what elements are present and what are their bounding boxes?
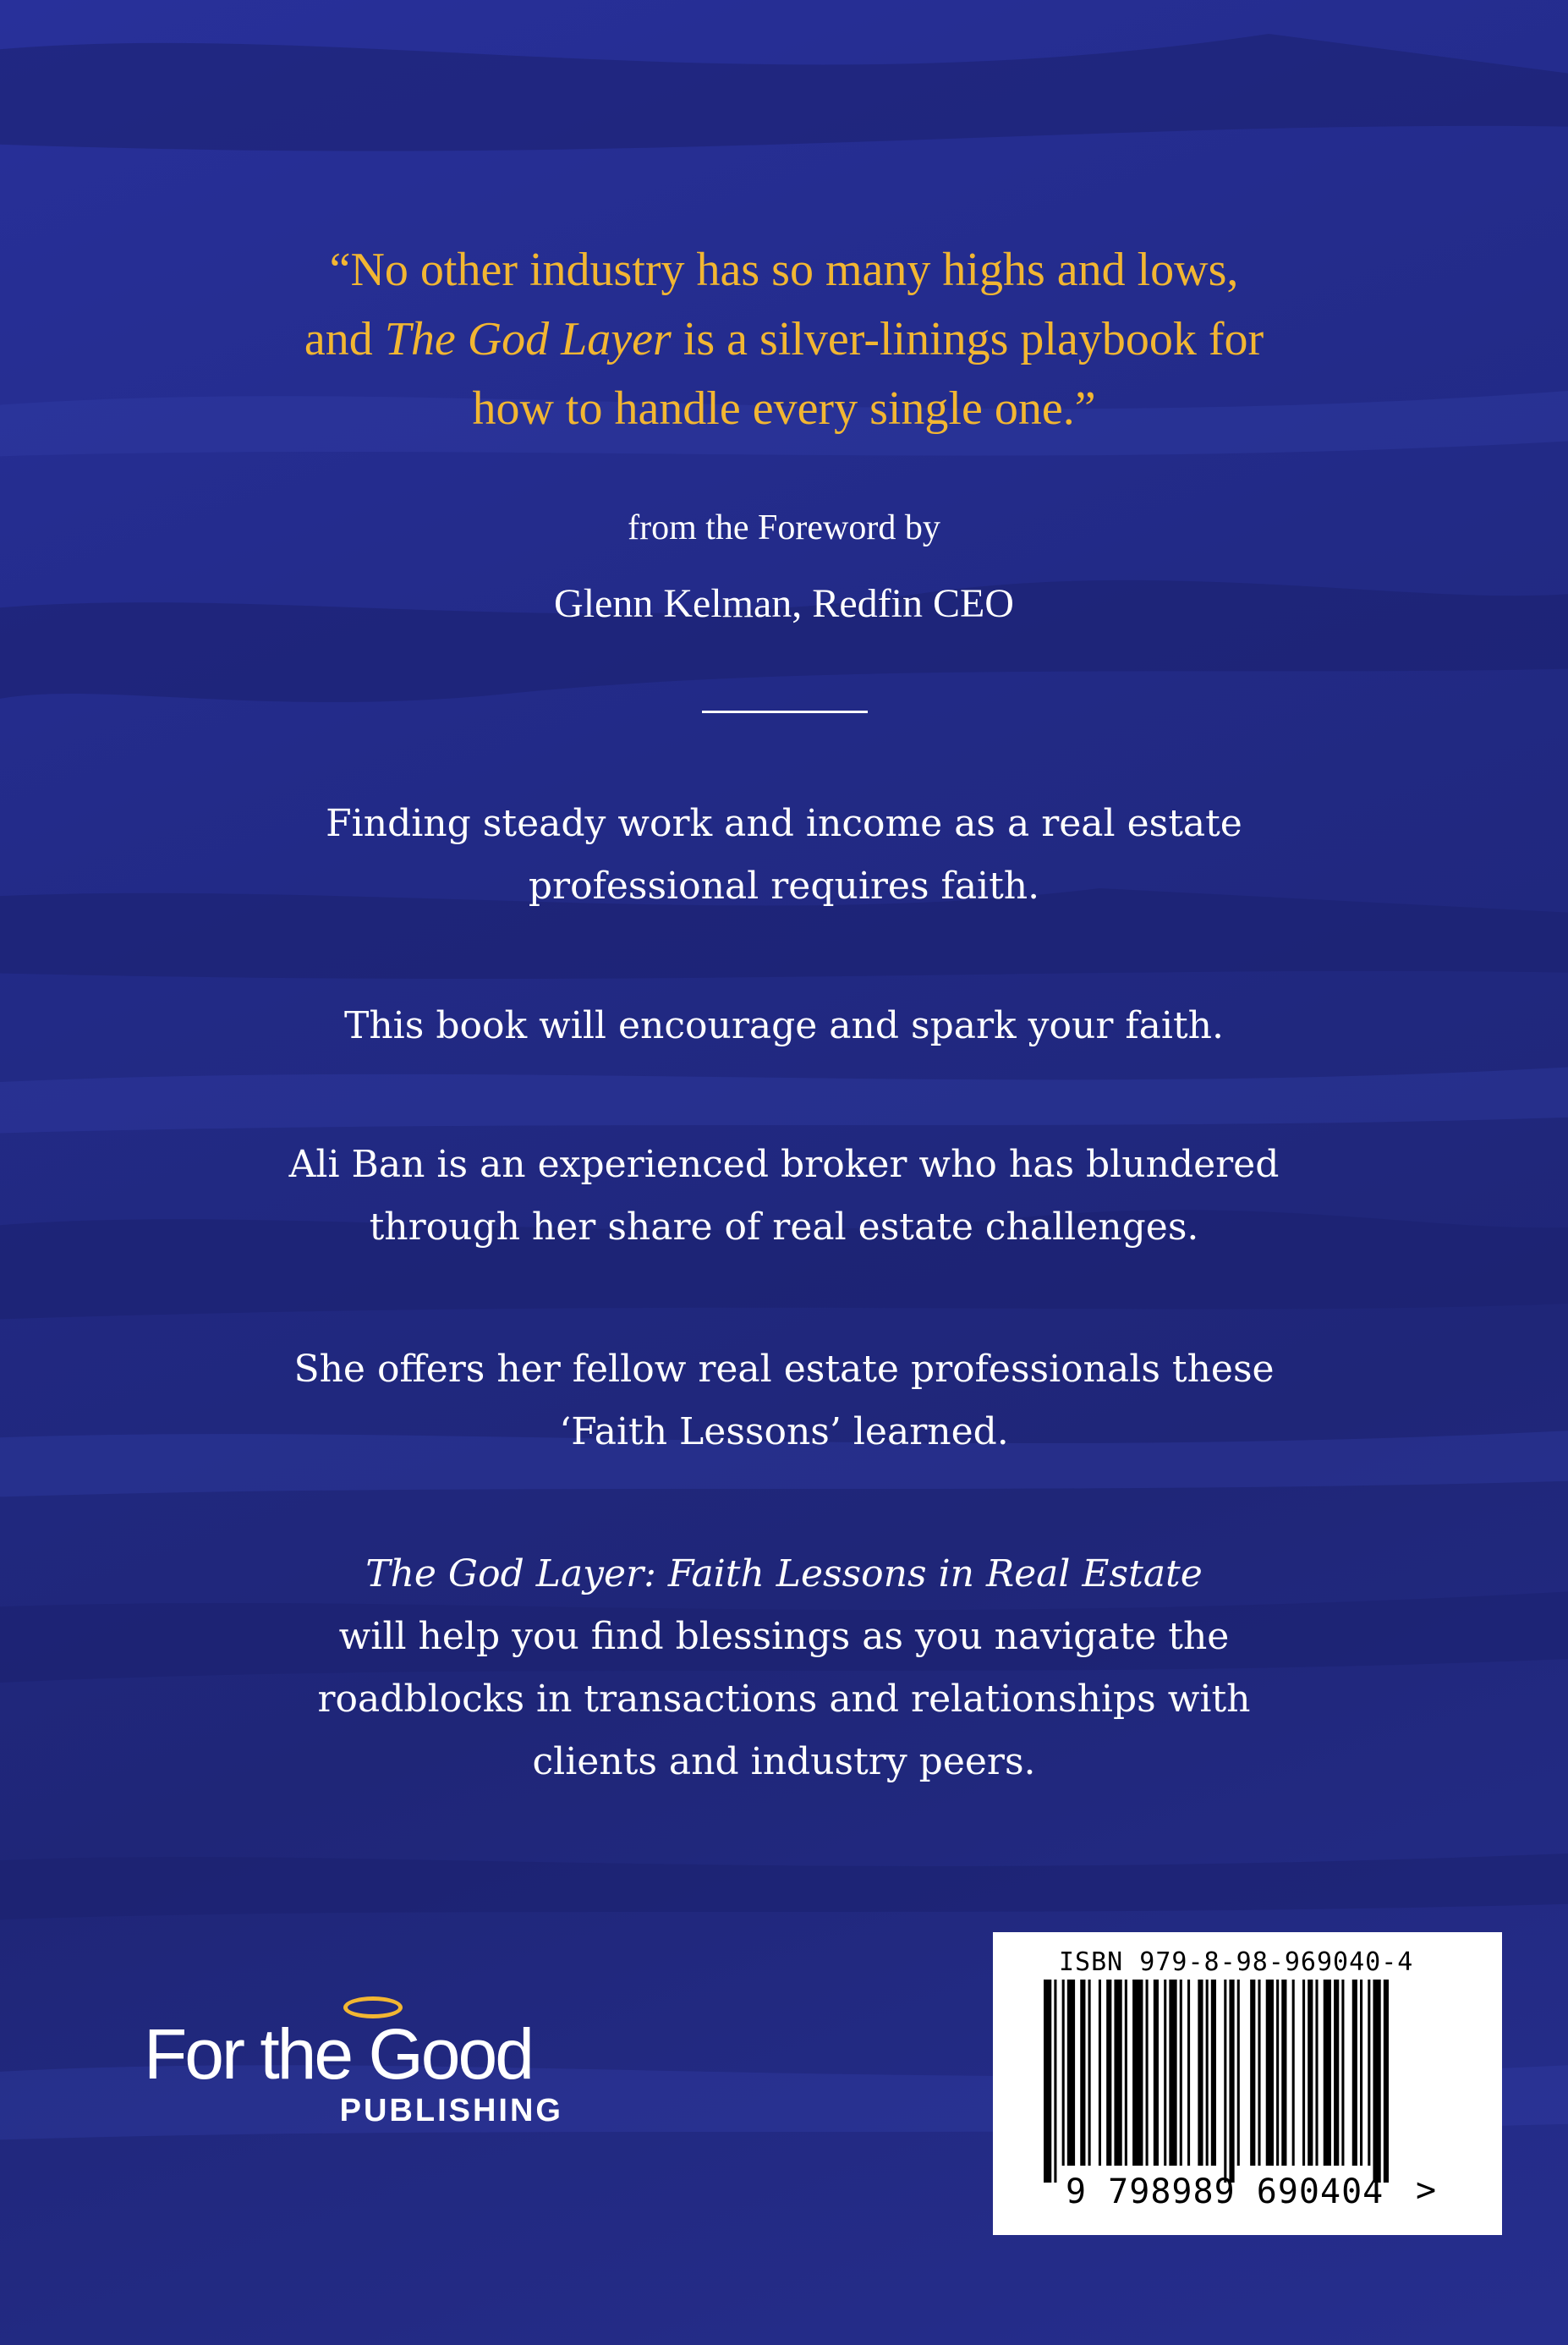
quote-line-1: “No other industry has so many highs and lows, <box>329 244 1239 296</box>
barcode-bar <box>1080 1980 1085 2166</box>
barcode-bar <box>1169 1980 1176 2166</box>
barcode-bar <box>1099 1980 1101 2166</box>
barcode-bar <box>1044 1980 1051 2183</box>
barcode-bar <box>1146 1980 1149 2166</box>
barcode-bar <box>1164 1980 1166 2166</box>
publisher-subtitle: PUBLISHING <box>339 2093 563 2128</box>
barcode-bar <box>1341 1980 1344 2166</box>
barcode-bar <box>1302 1980 1305 2166</box>
barcode-bar <box>1237 1980 1240 2166</box>
barcode-bar <box>1206 1980 1209 2166</box>
barcode-bar <box>1324 1980 1331 2166</box>
barcode-bar <box>1384 1980 1389 2183</box>
divider-line <box>702 711 868 713</box>
barcode-bar <box>1352 1980 1357 2166</box>
barcode-bar <box>1250 1980 1255 2166</box>
publisher-logo <box>144 1988 584 2132</box>
quote-line-2: and The God Layer is a silver-linings playbook for <box>304 313 1264 365</box>
barcode-bar <box>1315 1980 1318 2166</box>
barcode-bar <box>1281 1980 1286 2166</box>
barcode-bar <box>1067 1980 1075 2166</box>
quote-line-3: how to handle every single one.” <box>472 382 1096 435</box>
barcode-bar <box>1373 1980 1380 2183</box>
barcode-bar <box>1334 1980 1339 2166</box>
quote-book-title: The God Layer <box>384 313 672 365</box>
barcode-bar <box>1125 1980 1127 2166</box>
barcode-bar <box>1360 1980 1362 2166</box>
blurb-paragraph-3: Ali Ban is an experienced broker who has blundered through her share of real estate challenges. <box>288 1143 1280 1249</box>
barcode-bar <box>1054 1980 1056 2183</box>
barcode-bar <box>1187 1980 1190 2166</box>
barcode-digits: 9 798989 690404 <box>1066 2172 1384 2211</box>
isbn-label: ISBN 979-8-98-969040-4 <box>1059 1947 1414 1977</box>
foreword-label: from the Foreword by <box>628 508 940 547</box>
endorsement-quote <box>0 235 1568 443</box>
full-book-title: The God Layer: Faith Lessons in Real Estate <box>365 1552 1203 1595</box>
foreword-author: Glenn Kelman, Redfin CEO <box>554 581 1014 626</box>
blurb-paragraph-2: This book will encourage and spark your faith. <box>344 1004 1224 1047</box>
barcode-bar <box>1198 1980 1203 2166</box>
barcode-bars <box>1044 1980 1389 2183</box>
barcode-bar <box>1088 1980 1091 2166</box>
barcode-bar <box>1211 1980 1216 2166</box>
barcode-bar <box>1106 1980 1111 2166</box>
barcode-bar <box>1258 1980 1260 2166</box>
barcode-bar <box>1224 1980 1226 2183</box>
barcode-bar <box>1266 1980 1274 2166</box>
barcode-arrow: > <box>1416 2171 1437 2210</box>
barcode-bar <box>1180 1980 1182 2166</box>
isbn-barcode <box>993 1932 1502 2235</box>
barcode-bar <box>1292 1980 1295 2166</box>
barcode-bar <box>1154 1980 1159 2166</box>
blurb-paragraph-5: The God Layer: Faith Lessons in Real Estate will help you find blessings as you navigate the roadblocks in transactions and relationships with clients and industry peers. <box>317 1552 1251 1783</box>
barcode-bar <box>1368 1980 1370 2166</box>
blurb-paragraph-1: Finding steady work and income as a real estate professional requires faith. <box>326 802 1242 908</box>
barcode-bar <box>1276 1980 1279 2166</box>
barcode-bar <box>1229 1980 1234 2183</box>
barcode-bar <box>1308 1980 1313 2166</box>
barcode-bar <box>1062 1980 1065 2166</box>
publisher-name: For the Good <box>144 2014 532 2094</box>
barcode-bar <box>1132 1980 1143 2166</box>
barcode-bar <box>1114 1980 1121 2166</box>
blurb-paragraph-4: She offers her fellow real estate professionals these ‘Faith Lessons’ learned. <box>293 1348 1275 1453</box>
